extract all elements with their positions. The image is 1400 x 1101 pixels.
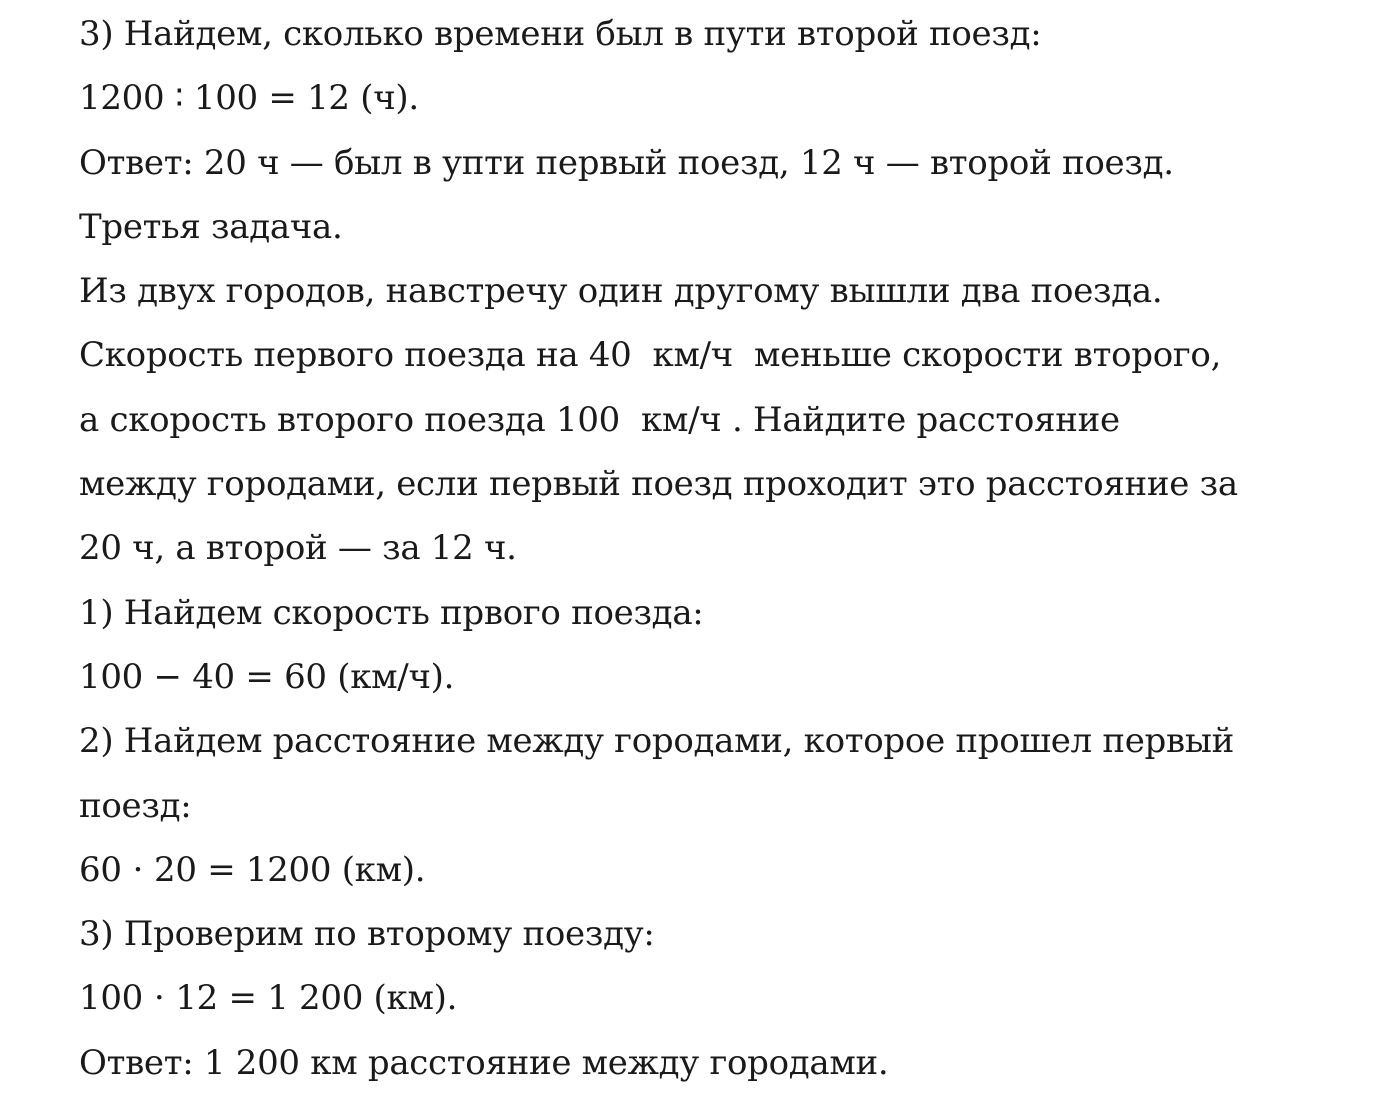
text-line: Скорость первого поезда на 40 км/ч меньше скорости второго, xyxy=(79,335,1222,376)
text-line: 20 ч, а второй — за 12 ч. xyxy=(79,528,517,569)
text-line: 60 ⋅ 20 = 1200 (км). xyxy=(79,849,426,890)
text-line: 3) Проверим по второму поезду: xyxy=(79,914,655,955)
text-line: 100 ⋅ 12 = 1 200 (км). xyxy=(79,978,458,1019)
text-line: Из двух городов, навстречу один другому вышли два поезда. xyxy=(79,271,1163,312)
text-line: Третья задача. xyxy=(79,206,343,247)
text-line: 3) Найдем, сколько времени был в пути второй поезд: xyxy=(79,14,1042,54)
text-line: Ответ: 1 200 км расстояние между городами. xyxy=(79,1042,889,1083)
document-body xyxy=(79,0,1379,1095)
text-line: 100 − 40 = 60 (км/ч). xyxy=(79,656,455,697)
text-line: 1) Найдем скорость првого поезда: xyxy=(79,592,704,633)
text-line: Ответ: 20 ч — был в упти первый поезд, 12 ч — второй поезд. xyxy=(79,142,1174,183)
text-line: 1200 ∶ 100 = 12 (ч). xyxy=(79,78,419,119)
text-line: поезд: xyxy=(79,785,192,826)
text-line: между городами, если первый поезд проходит это расстояние за xyxy=(79,464,1238,505)
text-line: 2) Найдем расстояние между городами, которое прошел первый xyxy=(79,721,1234,762)
text-line: а скорость второго поезда 100 км/ч . Найдите расстояние xyxy=(79,399,1120,440)
